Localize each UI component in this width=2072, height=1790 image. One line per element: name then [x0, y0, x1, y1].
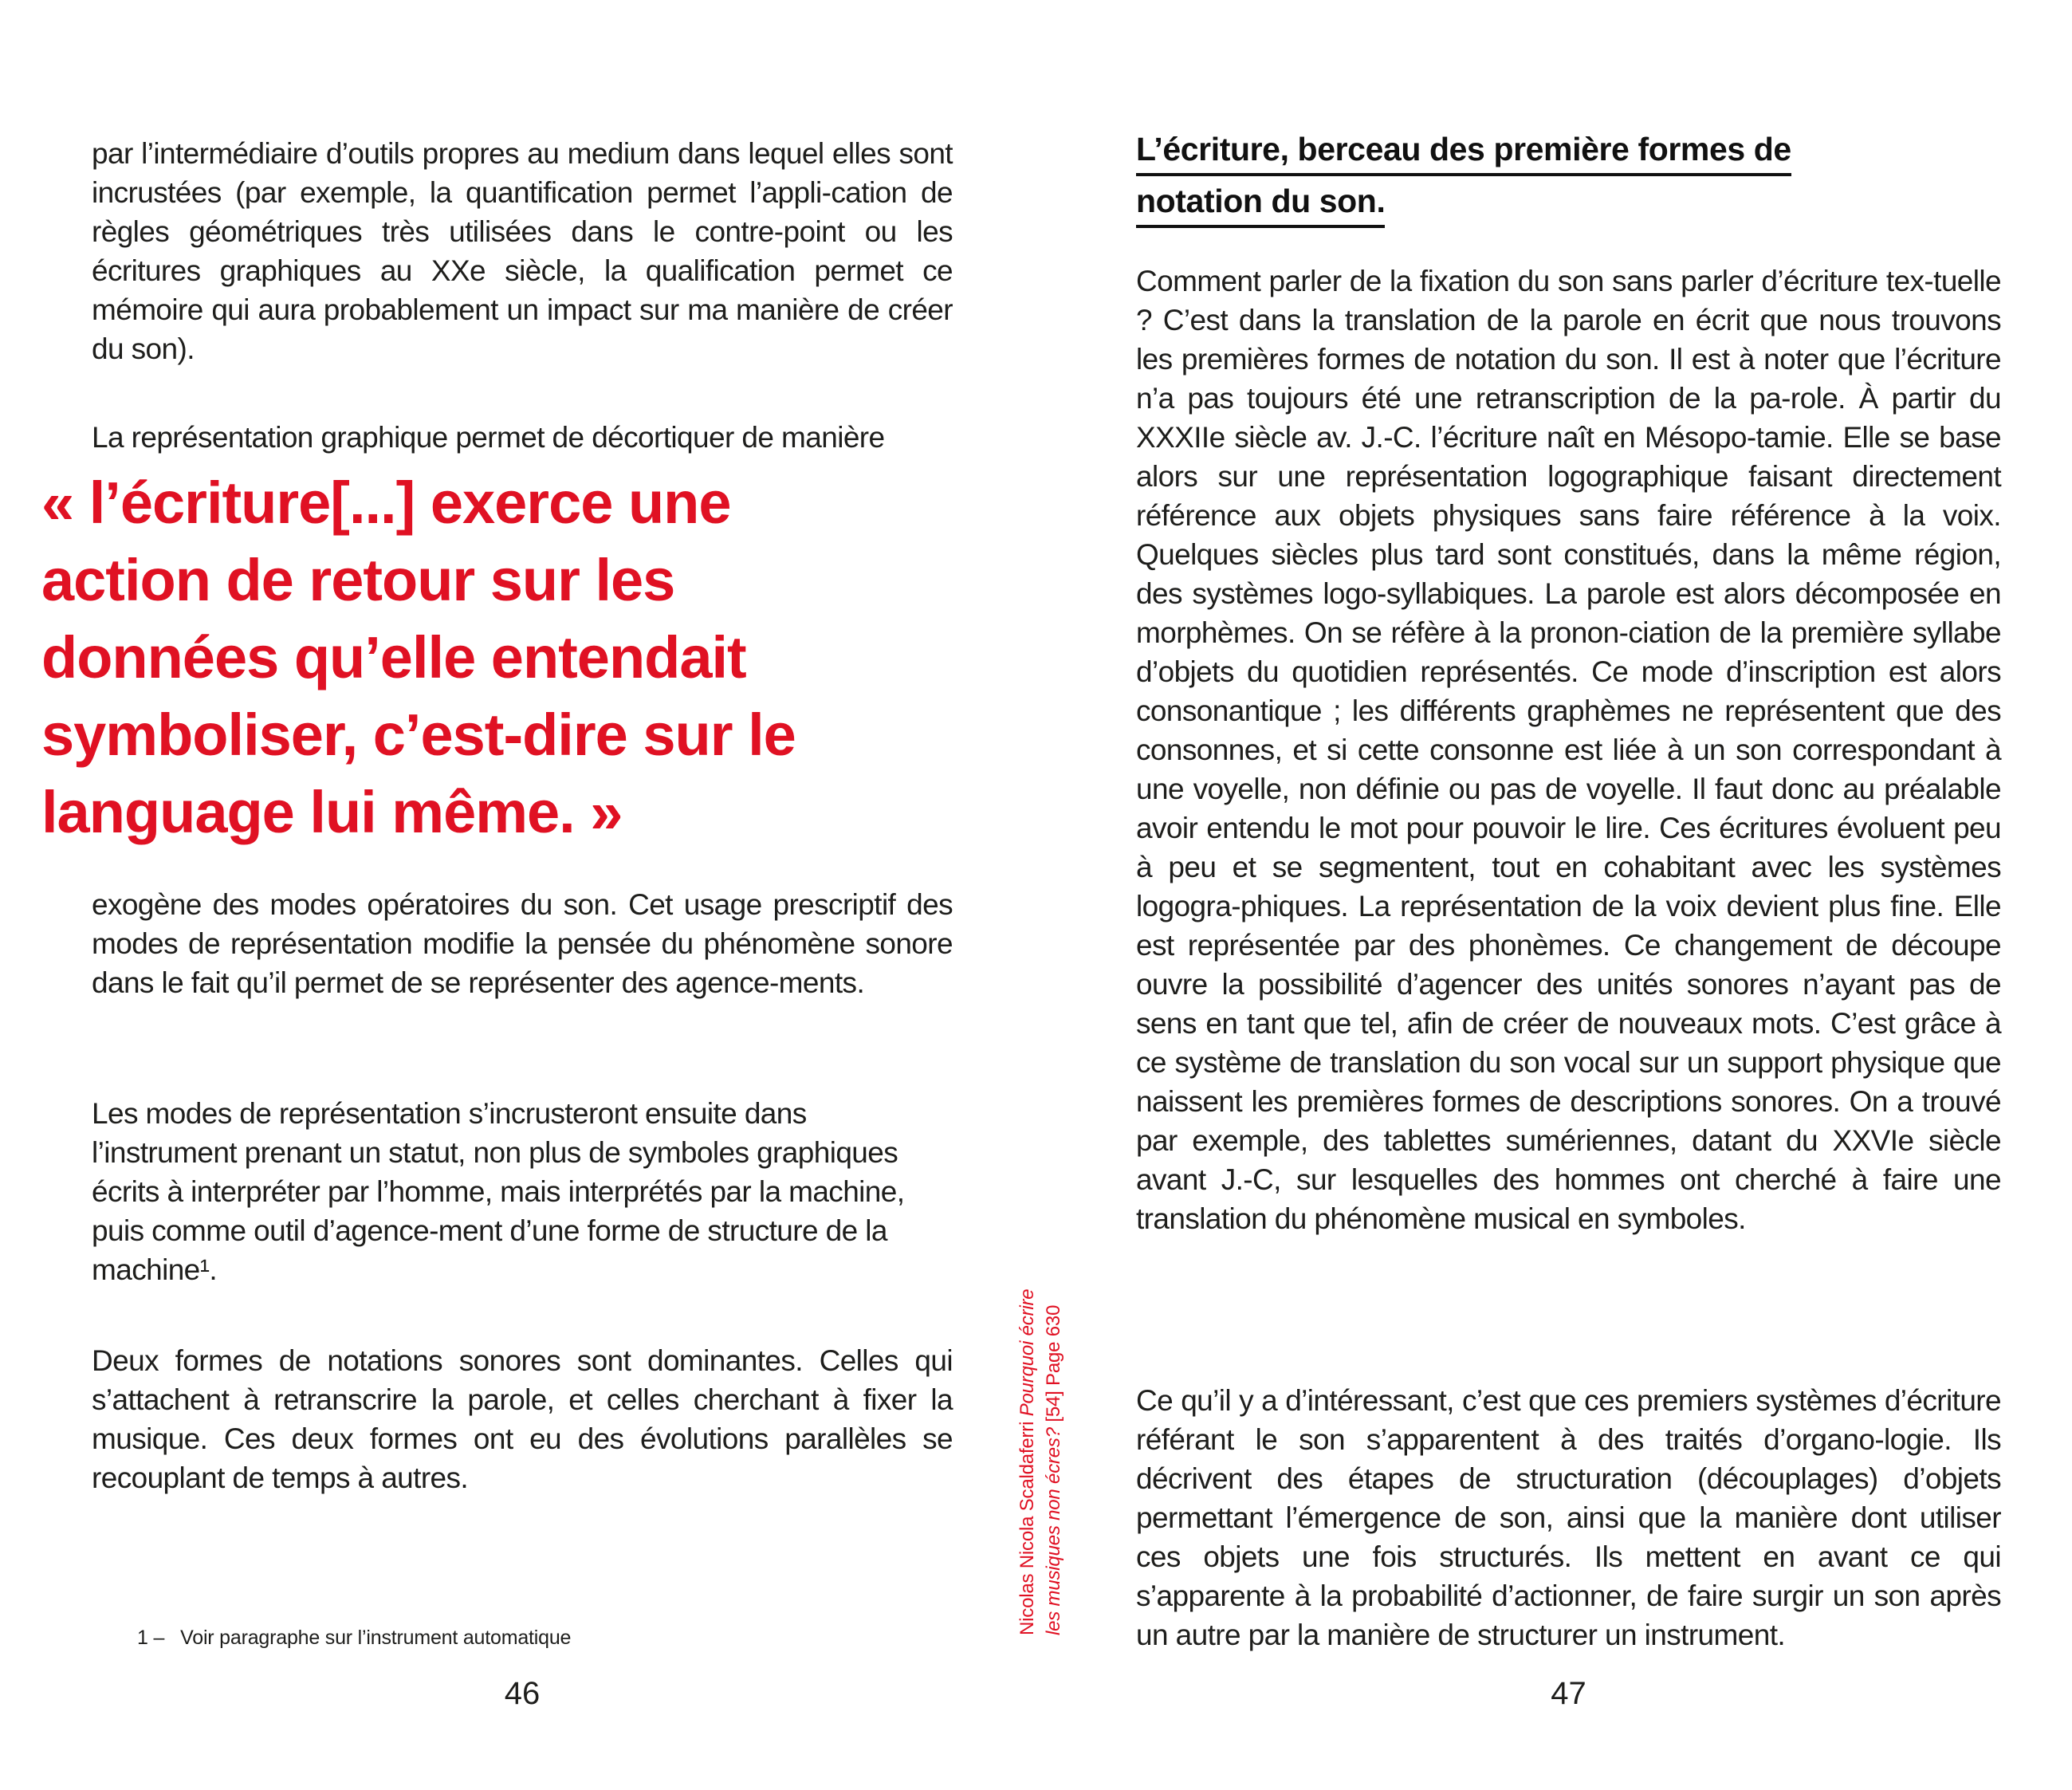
pull-quote-line: language lui même. » [41, 779, 623, 845]
section-heading-line: notation du son. [1136, 183, 1385, 228]
pull-quote-line: action de retour sur les [41, 547, 675, 613]
footnote-text: Voir paragraphe sur l’instrument automatique [180, 1627, 572, 1649]
section-heading [1136, 132, 2005, 235]
page-number-right: 47 [1551, 1676, 1586, 1711]
citation-author: Nicolas Nicola Scaldaferri [1016, 1416, 1038, 1635]
citation-title-part: les musiques non écres? [1043, 1427, 1064, 1635]
left-paragraph-1: par l’intermédiaire d’outils propres au medium dans lequel elles sont incrustées (par exemple, la quantification permet l’appli-cation de règles géométriques très utilisées dans le contre-point ou les écritures graphiques au XXe siècle, la qualification permet ce mémoire qui aura probablement un impact sur ma manière de créer du son). [92, 137, 953, 365]
margin-citation [1014, 1277, 1067, 1635]
citation-title-part: Pourquoi écrire [1016, 1288, 1038, 1417]
page-number-left: 46 [504, 1676, 541, 1711]
footnote-marker: 1 – [137, 1627, 165, 1649]
margin-citation-line [1014, 1277, 1040, 1635]
pull-quote-line: symboliser, c’est-dire sur le [41, 702, 796, 768]
citation-reference: [54] Page 630 [1043, 1304, 1064, 1428]
pull-quote-line: données qu’elle entendait [41, 624, 746, 690]
left-paragraph-4: Les modes de représentation s’incrusteront ensuite dans l’instrument prenant un statut, non plus de symboles graphiques écrits à interpréter par l’homme, mais interprétés par la machine, puis comme outil d’agence-ment d’une forme de structure de la machine¹. [92, 1097, 905, 1286]
margin-citation-line [1040, 1277, 1067, 1635]
pull-quote [41, 464, 982, 851]
right-paragraph-1: Comment parler de la fixation du son sans parler d’écriture tex-tuelle ? C’est dans la translation de la parole en écrit que nous trouvons les premières formes de notation du son. Il est à noter que l’écriture n’a pas toujours été une retranscription de la pa-role. À partir du XXXIIe siècle av. J.-C. l’écriture naît en Mésopo-tamie. Elle se base alors sur une représentation logographique faisant directement référence aux objets physiques sans faire référence à la voix. Quelques siècles plus tard sont constitués, dans la même région, des systèmes logo-syllabiques. La parole est alors décomposée en morphèmes. On se réfère à la pronon-ciation de la première syllabe d’objets du quotidien représentés. Ce mode d’inscription est alors consonantique ; les différents graphèmes ne représentent que des consonnes, et si cette consonne est liée à un son correspondant à une voyelle, non définie ou pas de voyelle. Il faut donc au préalable avoir entendu le mot pour pouvoir le lire. Ces écritures évoluent peu à peu et se segmentent, tout en cohabitant avec les systèmes logogra-phiques. La représentation de la voix devient plus fine. Elle est représentée par des phonèmes. Ce changement de découpe ouvre la possibilité d’agencer des unités sonores n’ayant pas de sens en tant que tel, afin de créer de nouveaux mots. C’est grâce à ce système de translation du son vocal sur un support physique que naissent les premières formes de descriptions sonores. On a trouvé par exemple, des tablettes sumériennes, datant du XXVIe siècle avant J.-C, sur lesquelles des hommes ont cherché à faire une translation du phénomène musical en symboles. [1136, 265, 2001, 1235]
pull-quote-line: « l’écriture[...] exerce une [41, 470, 731, 536]
section-heading-line: L’écriture, berceau des première formes de [1136, 132, 1791, 176]
left-paragraph-3: exogène des modes opératoires du son. Cet usage prescriptif des modes de représentation modifie la pensée du phénomène sonore dans le fait qu’il permet de se représenter des agence-ments. [92, 888, 953, 999]
left-paragraph-2: La représentation graphique permet de décortiquer de manière [92, 421, 885, 454]
left-paragraph-5: Deux formes de notations sonores sont dominantes. Celles qui s’attachent à retranscrire la parole, et celles cherchant à fixer la musique. Ces deux formes ont eu des évolutions parallèles se recouplant de temps à autres. [92, 1344, 953, 1494]
footnote [137, 1627, 855, 1650]
right-paragraph-2: Ce qu’il y a d’intéressant, c’est que ces premiers systèmes d’écriture référant le son s’apparentent à des traités d’organo-logie. Ils décrivent des étapes de structuration (découplages) d’objets permettant l’émergence de son, ainsi que la manière dont utiliser ces objets une fois structurés. Ils mettent en avant ce qui s’apparente à la probabilité d’actionner, de faire surgir un son après un autre par la manière de structurer un instrument. [1136, 1384, 2001, 1651]
